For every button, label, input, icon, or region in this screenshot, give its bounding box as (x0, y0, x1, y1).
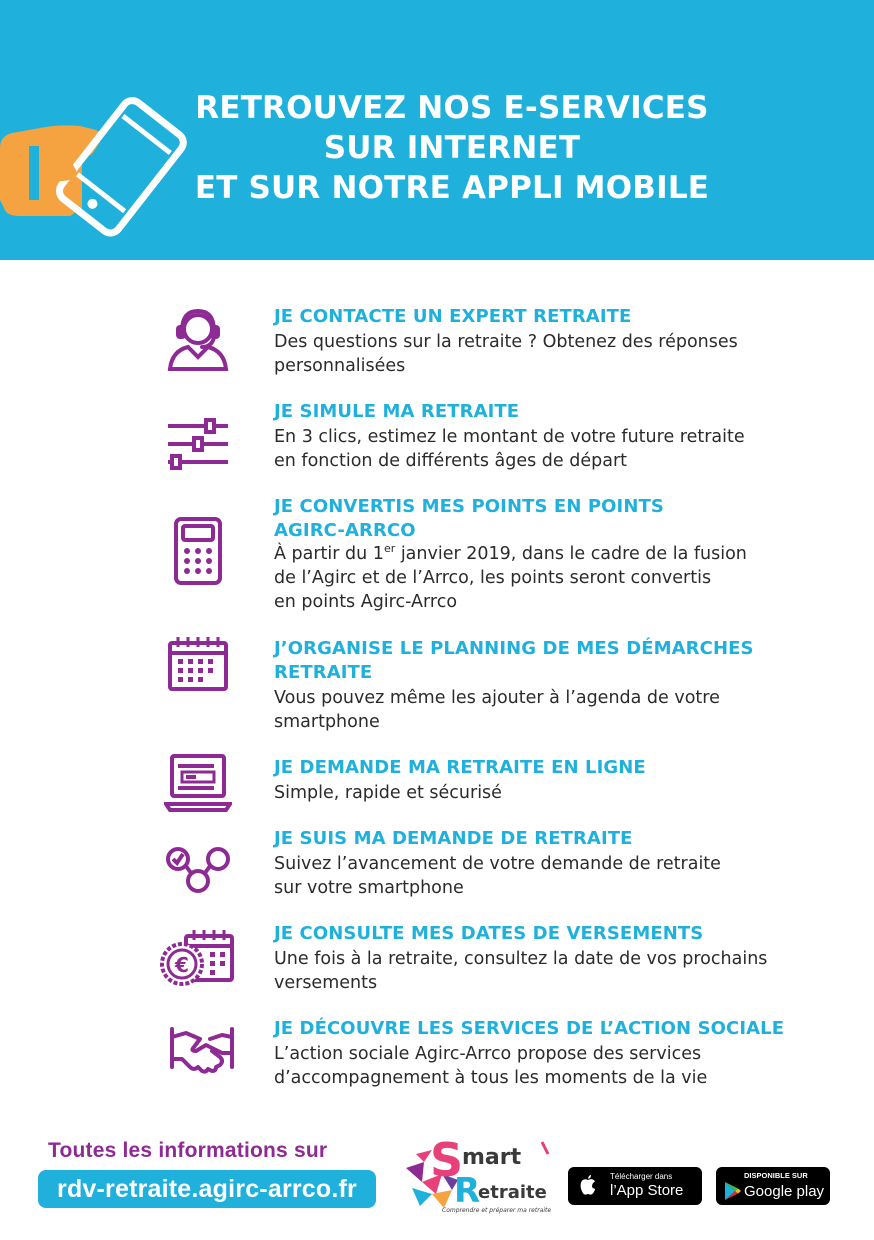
header-title-line-2: SUR INTERNET (323, 130, 581, 166)
service-description-line: versements (274, 973, 378, 993)
service-description (274, 330, 834, 378)
service-title: JE DÉCOUVRE LES SERVICES DE L’ACTION SOCIALE (274, 1018, 785, 1039)
app-store-button[interactable] (568, 1167, 702, 1205)
service-title: JE DEMANDE MA RETRAITE EN LIGNE (274, 757, 646, 778)
ordinal-suffix: er (383, 542, 396, 556)
service-title: JE CONTACTE UN EXPERT RETRAITE (274, 306, 632, 327)
apple-logo-icon (578, 1174, 598, 1198)
service-description-line: smartphone (274, 712, 380, 732)
desc-text: janvier 2019, dans le cadre de la fusion (395, 544, 747, 564)
smart-logo-word2: etraite (478, 1182, 547, 1203)
google-play-icon (724, 1181, 742, 1201)
calendar-icon (164, 633, 232, 701)
service-description-line: En 3 clics, estimez le montant de votre future retraite (274, 427, 745, 447)
service-description-line: Vous pouvez même les ajouter à l’agenda de votre (274, 688, 720, 708)
service-description-line: Suivez l’avancement de votre demande de retraite (274, 854, 721, 874)
app-store-small-text: Télécharger dans (610, 1172, 673, 1181)
service-description (274, 686, 834, 734)
service-description-line: Simple, rapide et sécurisé (274, 783, 502, 803)
service-title-line: J’ORGANISE LE PLANNING DE MES DÉMARCHES (274, 638, 754, 659)
service-description-line (274, 542, 834, 566)
service-description-line: en points Agirc-Arrco (274, 592, 458, 612)
calculator-icon (170, 515, 226, 587)
google-play-big-text: Google play (744, 1183, 825, 1200)
service-description (274, 1042, 834, 1090)
smart-logo-tagline: Comprendre et préparer ma retraite (442, 1207, 552, 1214)
app-store-big-text: l’App Store (610, 1182, 684, 1199)
service-description (274, 425, 834, 473)
service-description-line: L’action sociale Agirc-Arrco propose des services (274, 1044, 702, 1064)
service-title (274, 495, 834, 543)
service-title: JE SIMULE MA RETRAITE (274, 401, 520, 422)
smart-logo-word1: mart (462, 1145, 522, 1170)
svg-text:R: R (454, 1171, 481, 1211)
handshake-icon (166, 1023, 238, 1083)
smart-retraite-logo (402, 1132, 560, 1216)
service-description-line: Une fois à la retraite, consultez la date de vos prochains (274, 949, 768, 969)
progress-steps-icon (164, 839, 232, 907)
service-title: JE SUIS MA DEMANDE DE RETRAITE (274, 828, 633, 849)
service-description (274, 947, 834, 995)
header-title (150, 88, 754, 208)
google-play-button[interactable] (716, 1167, 830, 1205)
service-title (274, 637, 834, 685)
service-description-line: en fonction de différents âges de départ (274, 451, 628, 471)
service-title-line: RETRAITE (274, 662, 373, 683)
service-description-line: personnalisées (274, 356, 406, 376)
service-title-line: AGIRC-ARRCO (274, 520, 416, 541)
service-title-line: JE CONVERTIS MES POINTS EN POINTS (274, 496, 664, 517)
footer-label: Toutes les informations sur (48, 1139, 328, 1162)
service-description-line: d’accompagnement à tous les moments de la vie (274, 1068, 708, 1088)
service-description-line: Des questions sur la retraite ? Obtenez des réponses (274, 332, 738, 352)
service-description (274, 542, 834, 614)
svg-text:S: S (430, 1133, 464, 1187)
desc-text: À partir du 1 (274, 544, 384, 564)
header-title-line-1: RETROUVEZ NOS E-SERVICES (195, 90, 709, 126)
service-description-line: de l’Agirc et de l’Arrco, les points seront convertis (274, 568, 712, 588)
headset-agent-icon (164, 305, 232, 373)
laptop-form-icon (164, 752, 232, 820)
service-title: JE CONSULTE MES DATES DE VERSEMENTS (274, 923, 704, 944)
google-play-small-text: DISPONIBLE SUR (744, 1171, 808, 1180)
service-description (274, 781, 834, 805)
euro-calendar-icon (160, 928, 236, 992)
header-title-line-3: ET SUR NOTRE APPLI MOBILE (194, 170, 710, 206)
svg-text:€: € (175, 953, 189, 977)
service-description (274, 852, 834, 900)
header-banner (0, 0, 874, 260)
sliders-icon (164, 412, 232, 480)
service-description-line: sur votre smartphone (274, 878, 464, 898)
website-url-link[interactable]: rdv-retraite.agirc-arrco.fr (38, 1170, 376, 1208)
